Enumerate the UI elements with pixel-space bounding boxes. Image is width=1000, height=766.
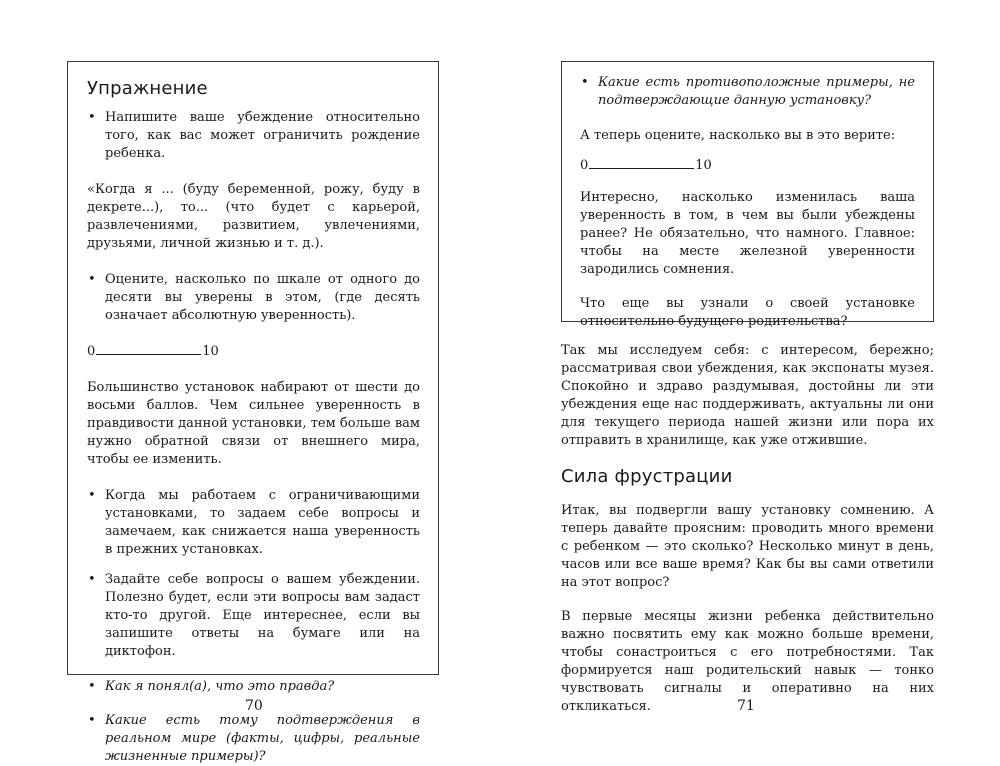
bullet-ask-questions: • Задайте себе вопросы о вашем убеждении. Полезно будет, если эти вопросы вам задаст кто-то другой. Еще интереснее, если вы запишите ответы на бумаге или на диктофон.: [88, 572, 420, 659]
rate-prompt: А теперь оцените, насколько вы в это верите:: [580, 128, 896, 143]
bullet-question-truth: • Как я понял(а), что это правда?: [88, 679, 335, 694]
bullet-dot: •: [88, 272, 96, 287]
right-section-text: [561, 502, 934, 716]
what-else-learned-paragraph: Что еще вы узнали о своей установке относительно будущего родительства?: [580, 296, 915, 329]
confidence-change-paragraph: Интересно, насколько изменилась ваша уверенность в том, в чем вы были убеждены ранее? Не обязательно, что намного. Главное: чтобы на месте железной уверенности зародились сомнения.: [580, 190, 915, 277]
bullet-rate-belief: • Оцените, насколько по шкале от одного до десяти вы уверены в этом, (где десять означает абсолютную уверенность).: [88, 272, 420, 323]
rating-scale-line: [96, 343, 201, 355]
bullet-dot: •: [88, 488, 96, 503]
bullet-dot: •: [88, 110, 96, 125]
page-number-left: 70: [245, 698, 263, 714]
quote-template: «Когда я ... (буду беременной, рожу, буду в декрете...), то... (что будет с карьерой, развлечениями, развитием, увлечениями, друзьями, личной жизнью и т. д.).: [87, 182, 420, 251]
right-body-text: [561, 342, 934, 450]
bullet-dot: •: [88, 713, 96, 728]
rating-scale: 0 10: [87, 344, 219, 359]
rating-scale: 0 10: [580, 158, 712, 173]
bullet-question-evidence: • Какие есть тому подтверждения в реальном мире (факты, цифры, реальные жизненные примеры)?: [88, 713, 420, 764]
bullet-dot: •: [88, 572, 96, 587]
exercise-heading: Упражнение: [87, 78, 208, 99]
first-months-paragraph: В первые месяцы жизни ребенка действительно важно посвятить ему как можно больше времени, чтобы сонастроиться с его потребностями. Так формируется наш родительский навык — тонко чувствовать сигналы и оперативно на них откликаться.: [561, 609, 934, 714]
bullet-dot: •: [581, 75, 589, 90]
rating-scale-line: [589, 157, 694, 169]
bullet-limiting-beliefs: • Когда мы работаем с ограничивающими установками, то задаем себе вопросы и замечаем, как снижается наша уверенность в прежних установках.: [88, 488, 420, 557]
exercise-box-continued: [561, 61, 934, 329]
self-exploration-paragraph: Так мы исследуем себя: с интересом, бережно; рассматривая свои убеждения, как экспонаты музея. Спокойно и здраво раздумывая, достойны ли эти убеждения еще нас поддерживать, актуальны ли они для текущего периода нашей жизни или пора их отправить в хранилище, как уже отжившие.: [561, 343, 934, 448]
bullet-question-counterexamples: • Какие есть противоположные примеры, не подтверждающие данную установку?: [581, 75, 915, 108]
belief-scores-paragraph: Большинство установок набирают от шести до восьми баллов. Чем сильнее уверенность в правдивости данной установки, тем больше вам нужно обратной связи от внешнего мира, чтобы ее изменить.: [87, 380, 420, 467]
doubt-paragraph: Итак, вы подвергли вашу установку сомнению. А теперь давайте проясним: проводить много времени с ребенком — это сколько? Несколько минут в день, часов или все ваше время? Как бы вы сами ответили на этот вопрос?: [561, 503, 934, 590]
bullet-write-belief: • Напишите ваше убеждение относительно того, как вас может ограничить рождение ребенка.: [88, 110, 420, 161]
bullet-dot: •: [88, 679, 96, 694]
section-heading-frustration: Сила фрустрации: [561, 466, 733, 487]
page-number-right: 71: [737, 698, 755, 714]
